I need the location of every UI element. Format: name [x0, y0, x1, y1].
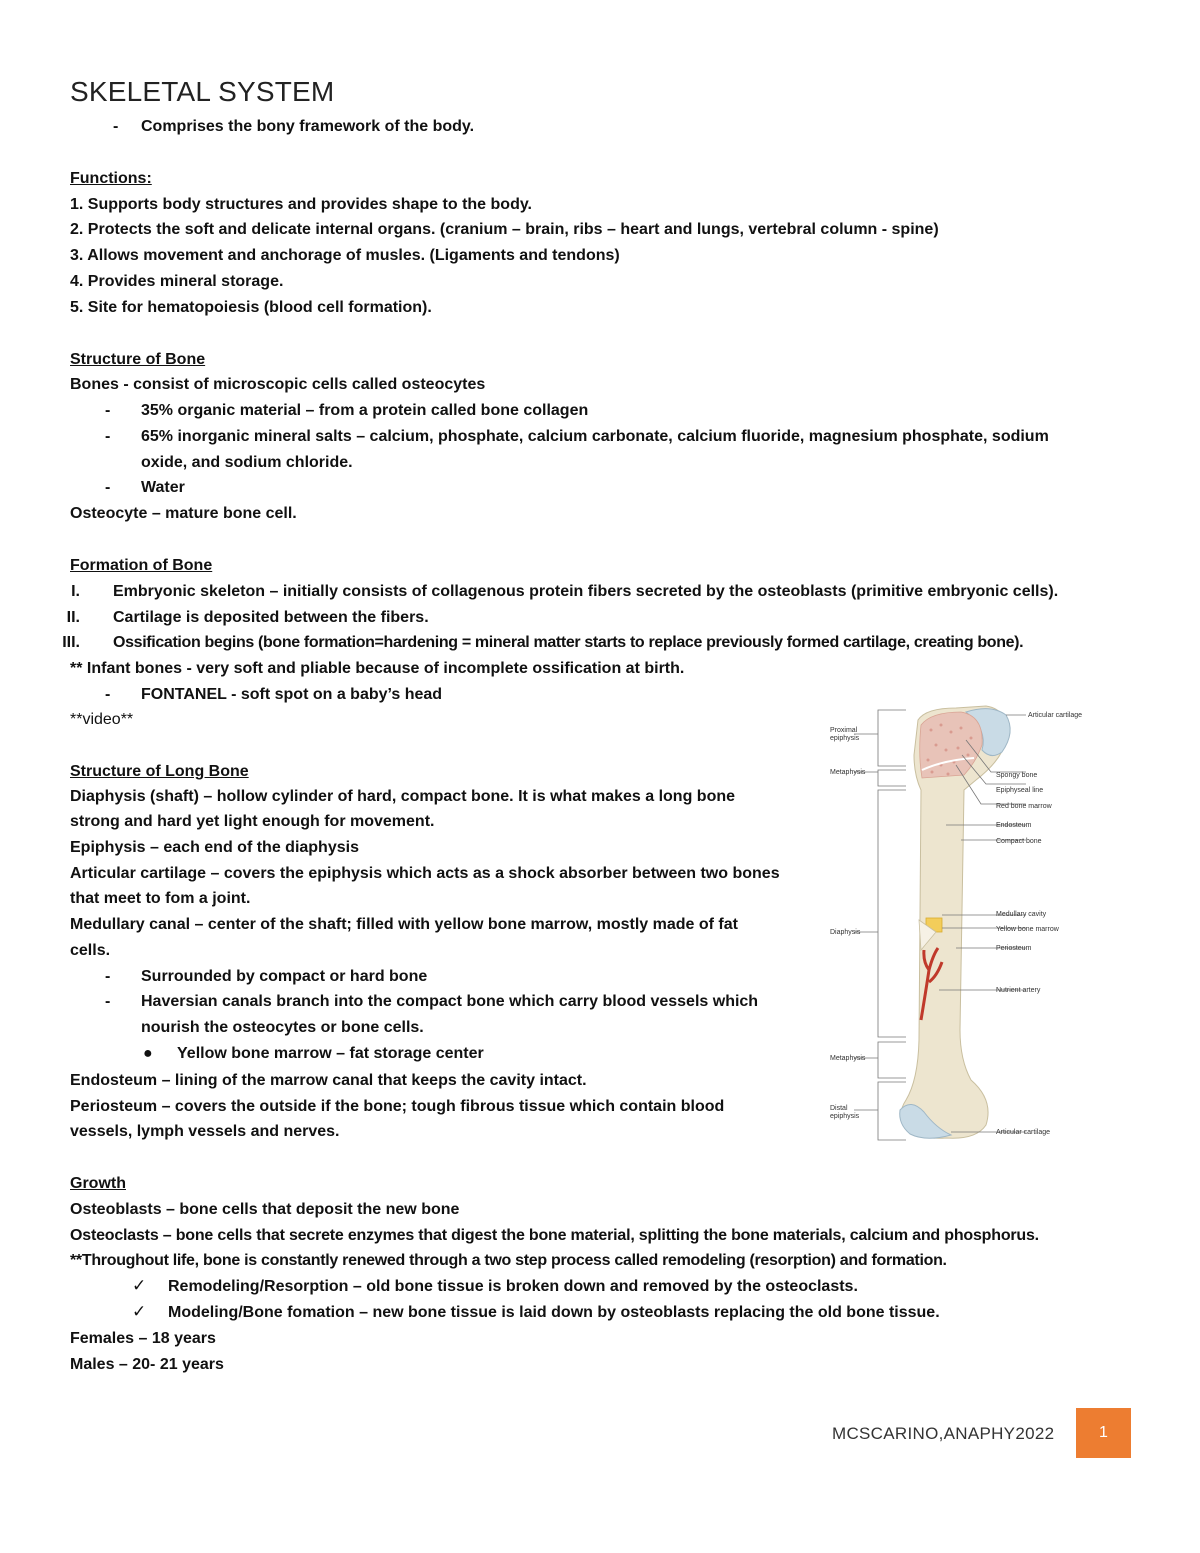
growth-heading: Growth — [70, 1175, 126, 1192]
page-title: SKELETAL SYSTEM — [70, 76, 335, 107]
dash-bullet: - — [105, 993, 111, 1010]
function-item: 1. Supports body structures and provides shape to the body. — [70, 196, 532, 213]
long-bone-line: that meet to fom a joint. — [70, 890, 251, 907]
page-number: 1 — [1076, 1408, 1131, 1458]
label-medullary-cavity: Medullary cavity — [996, 911, 1047, 918]
dash-bullet: - — [105, 686, 111, 703]
structure-of-bone-heading: Structure of Bone — [70, 351, 206, 368]
label-periosteum: Periosteum — [996, 945, 1032, 952]
fontanel-note: FONTANEL - soft spot on a baby’s head — [141, 686, 443, 703]
long-bone-heading: Structure of Long Bone — [70, 763, 249, 780]
formation-item: Cartilage is deposited between the fibers. — [113, 609, 429, 626]
check-icon: ✓ — [132, 1302, 147, 1321]
growth-line: **Throughout life, bone is constantly renewed through a two step process called remodeling (resorption) and formation. — [70, 1252, 947, 1269]
dash-bullet: - — [105, 402, 111, 419]
osteocyte-definition: Osteocyte – mature bone cell. — [70, 505, 297, 522]
roman-numeral: III. — [62, 634, 80, 651]
roman-numeral: II. — [66, 609, 80, 626]
periosteum-definition: vessels, lymph vessels and nerves. — [70, 1123, 340, 1140]
medullary-sub-item: Haversian canals branch into the compact bone which carry blood vessels which — [141, 993, 759, 1010]
label-red-bone-marrow: Red bone marrow — [996, 803, 1052, 810]
bone-composition-item: 65% inorganic mineral salts – calcium, phosphate, calcium carbonate, calcium fluoride, magnesium phosphate, sodium — [141, 428, 1049, 445]
label-articular-cartilage-top: Articular cartilage — [1028, 712, 1083, 719]
label-nutrient-artery: Nutrient artery — [996, 987, 1041, 994]
long-bone-line: Diaphysis (shaft) – hollow cylinder of hard, compact bone. It is what makes a long bone — [70, 788, 736, 805]
bone-composition-item: Water — [141, 479, 185, 496]
females-age: Females – 18 years — [70, 1330, 216, 1347]
function-item: 2. Protects the soft and delicate internal organs. (cranium – brain, ribs – heart and lungs, vertebral column - spine) — [70, 221, 939, 238]
check-icon: ✓ — [132, 1276, 147, 1295]
dash-bullet: - — [105, 968, 111, 985]
label-spongy-bone: Spongy bone — [996, 772, 1038, 779]
functions-heading: Functions: — [70, 170, 152, 187]
long-bone-diagram — [826, 700, 1106, 1150]
label-endosteum: Endosteum — [996, 822, 1032, 829]
formation-item: Embryonic skeleton – initially consists of collagenous protein fibers secreted by the osteoblasts (primitive embryonic cells). — [113, 583, 1059, 600]
dash-bullet: - — [105, 428, 111, 445]
label-diaphysis: Diaphysis — [830, 929, 861, 936]
label-metaphysis-top: Metaphysis — [830, 769, 866, 776]
dot-bullet: ● — [143, 1045, 153, 1062]
growth-line: Osteoclasts – bone cells that secrete enzymes that digest the bone material, splitting the bone materials, calcium and phosphorus. — [70, 1227, 1039, 1244]
long-bone-line: strong and hard yet light enough for movement. — [70, 813, 435, 830]
long-bone-line: Articular cartilage – covers the epiphysis which acts as a shock absorber between two bones — [70, 865, 780, 882]
formation-of-bone-heading: Formation of Bone — [70, 557, 213, 574]
formation-item: Ossification begins (bone formation=hardening = mineral matter starts to replace previously formed cartilage, creating bone). — [113, 634, 1024, 651]
medullary-sub-item: Surrounded by compact or hard bone — [141, 968, 428, 985]
periosteum-definition: Periosteum – covers the outside if the bone; tough fibrous tissue which contain blood — [70, 1098, 725, 1115]
growth-check-item: Modeling/Bone fomation – new bone tissue is laid down by osteoblasts replacing the old bone tissue. — [168, 1304, 940, 1321]
label-yellow-bone-marrow: Yellow bone marrow — [996, 926, 1059, 933]
label-distal-epiphysis: epiphysis — [830, 1113, 860, 1120]
bone-composition-item: 35% organic material – from a protein called bone collagen — [141, 402, 589, 419]
endosteum-definition: Endosteum – lining of the marrow canal that keeps the cavity intact. — [70, 1072, 587, 1089]
growth-line: Osteoblasts – bone cells that deposit the new bone — [70, 1201, 460, 1218]
long-bone-line: Medullary canal – center of the shaft; filled with yellow bone marrow, mostly made of fat — [70, 916, 738, 933]
function-item: 5. Site for hematopoiesis (blood cell formation). — [70, 299, 432, 316]
dash-bullet: - — [105, 479, 111, 496]
label-proximal: Proximal — [830, 727, 858, 734]
long-bone-line: cells. — [70, 942, 111, 959]
long-bone-line: Epiphysis – each end of the diaphysis — [70, 839, 359, 856]
label-distal: Distal — [830, 1105, 848, 1112]
label-proximal-epiphysis: epiphysis — [830, 735, 860, 742]
growth-check-item: Remodeling/Resorption – old bone tissue is broken down and removed by the osteoclasts. — [168, 1278, 858, 1295]
bone-composition-item: oxide, and sodium chloride. — [141, 454, 353, 471]
video-note: **video** — [70, 711, 134, 728]
dash-bullet: - — [113, 118, 119, 135]
footer-author: MCSCARINO,ANAPHY2022 — [832, 1424, 1055, 1443]
males-age: Males – 20- 21 years — [70, 1356, 224, 1373]
function-item: 3. Allows movement and anchorage of musles. (Ligaments and tendons) — [70, 247, 620, 264]
roman-numeral: I. — [71, 583, 80, 600]
label-articular-cartilage-bottom: Articular cartilage — [996, 1129, 1051, 1136]
label-compact-bone: Compact bone — [996, 838, 1042, 845]
medullary-sub-item: nourish the osteocytes or bone cells. — [141, 1019, 424, 1036]
label-epiphyseal-line: Epiphyseal line — [996, 787, 1044, 794]
function-item: 4. Provides mineral storage. — [70, 273, 284, 290]
yellow-marrow-note: Yellow bone marrow – fat storage center — [177, 1045, 484, 1062]
label-metaphysis-bottom: Metaphysis — [830, 1055, 866, 1062]
structure-of-bone-intro: Bones - consist of microscopic cells called osteocytes — [70, 376, 486, 393]
infant-bones-note: ** Infant bones - very soft and pliable because of incomplete ossification at birth. — [70, 660, 685, 677]
intro-text: Comprises the bony framework of the body. — [141, 118, 475, 135]
